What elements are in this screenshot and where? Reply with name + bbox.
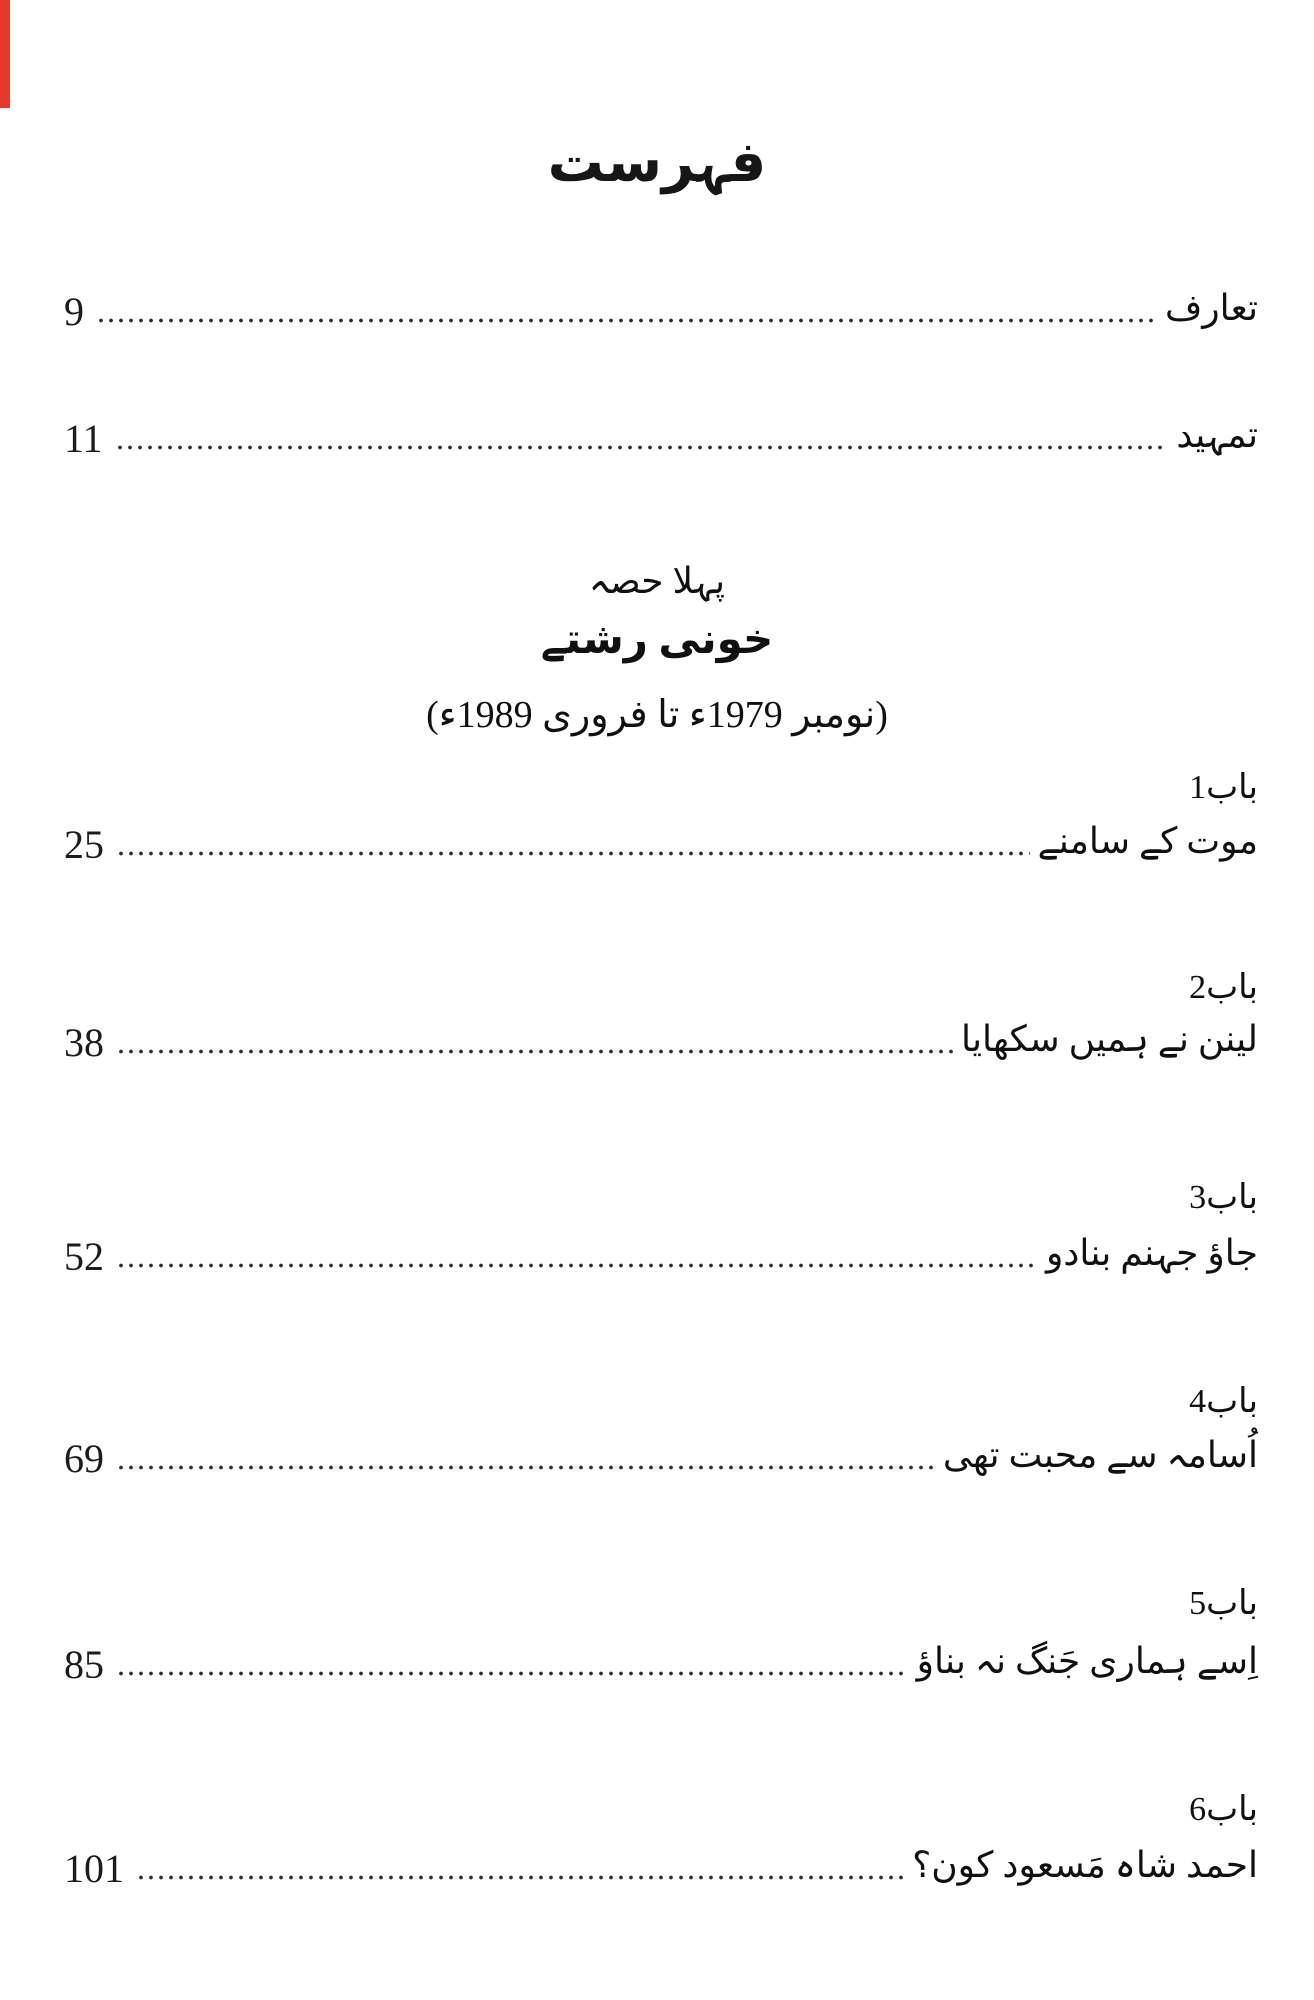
toc-entry-chapter-6 bbox=[64, 1842, 1258, 1889]
entry-title: تمہید bbox=[1176, 415, 1258, 455]
chapter-label-3: باب3 bbox=[1189, 1179, 1258, 1216]
dotted-leader bbox=[116, 1049, 953, 1054]
dotted-leader bbox=[136, 1875, 904, 1880]
toc-entry-chapter-2 bbox=[64, 1016, 1258, 1063]
page-title: فہرست bbox=[547, 132, 767, 194]
entry-title: تعارف bbox=[1164, 288, 1258, 328]
page-number: 9 bbox=[64, 288, 84, 334]
toc-entry-chapter-1 bbox=[64, 818, 1258, 865]
dotted-leader bbox=[116, 1465, 935, 1470]
part-date-range: (نومبر 1979ء تا فروری 1989ء) bbox=[426, 694, 888, 736]
part-label: پہلا حصہ bbox=[588, 561, 726, 601]
toc-entry-introduction bbox=[64, 285, 1258, 332]
chapter-label-4: باب4 bbox=[1189, 1383, 1258, 1420]
dotted-leader bbox=[116, 1263, 1038, 1268]
page-number: 52 bbox=[64, 1233, 104, 1279]
entry-title: لینن نے ہمیں سکھایا bbox=[961, 1019, 1258, 1059]
entry-title: اُسامہ سے محبت تھی bbox=[942, 1435, 1258, 1475]
dotted-leader bbox=[115, 445, 1169, 450]
red-edge-marker bbox=[0, 0, 10, 108]
chapter-label-1: باب1 bbox=[1189, 769, 1258, 806]
entry-title: احمد شاہ مَسعود کون؟ bbox=[912, 1845, 1258, 1885]
chapter-label-6: باب6 bbox=[1189, 1791, 1258, 1828]
chapter-label-2: باب2 bbox=[1189, 969, 1258, 1006]
dotted-leader bbox=[96, 318, 1157, 323]
page-number: 38 bbox=[64, 1019, 104, 1065]
entry-title: جاؤ جہنم بنادو bbox=[1045, 1233, 1258, 1273]
toc-entry-chapter-4 bbox=[64, 1432, 1258, 1479]
dotted-leader bbox=[116, 851, 1030, 856]
chapter-label-5: باب5 bbox=[1189, 1585, 1258, 1622]
page-number: 11 bbox=[64, 415, 103, 461]
page-number: 25 bbox=[64, 821, 104, 867]
entry-title: اِسے ہماری جَنگ نہ بناؤ bbox=[916, 1641, 1258, 1681]
toc-entry-chapter-5 bbox=[64, 1638, 1258, 1685]
dotted-leader bbox=[116, 1671, 909, 1676]
page-number: 69 bbox=[64, 1435, 104, 1481]
toc-entry-preface bbox=[64, 412, 1258, 459]
part-title: خونی رشتے bbox=[540, 617, 774, 663]
entry-title: موت کے سامنے bbox=[1037, 821, 1258, 861]
page-number: 101 bbox=[64, 1845, 124, 1891]
page-number: 85 bbox=[64, 1641, 104, 1687]
toc-entry-chapter-3 bbox=[64, 1230, 1258, 1277]
